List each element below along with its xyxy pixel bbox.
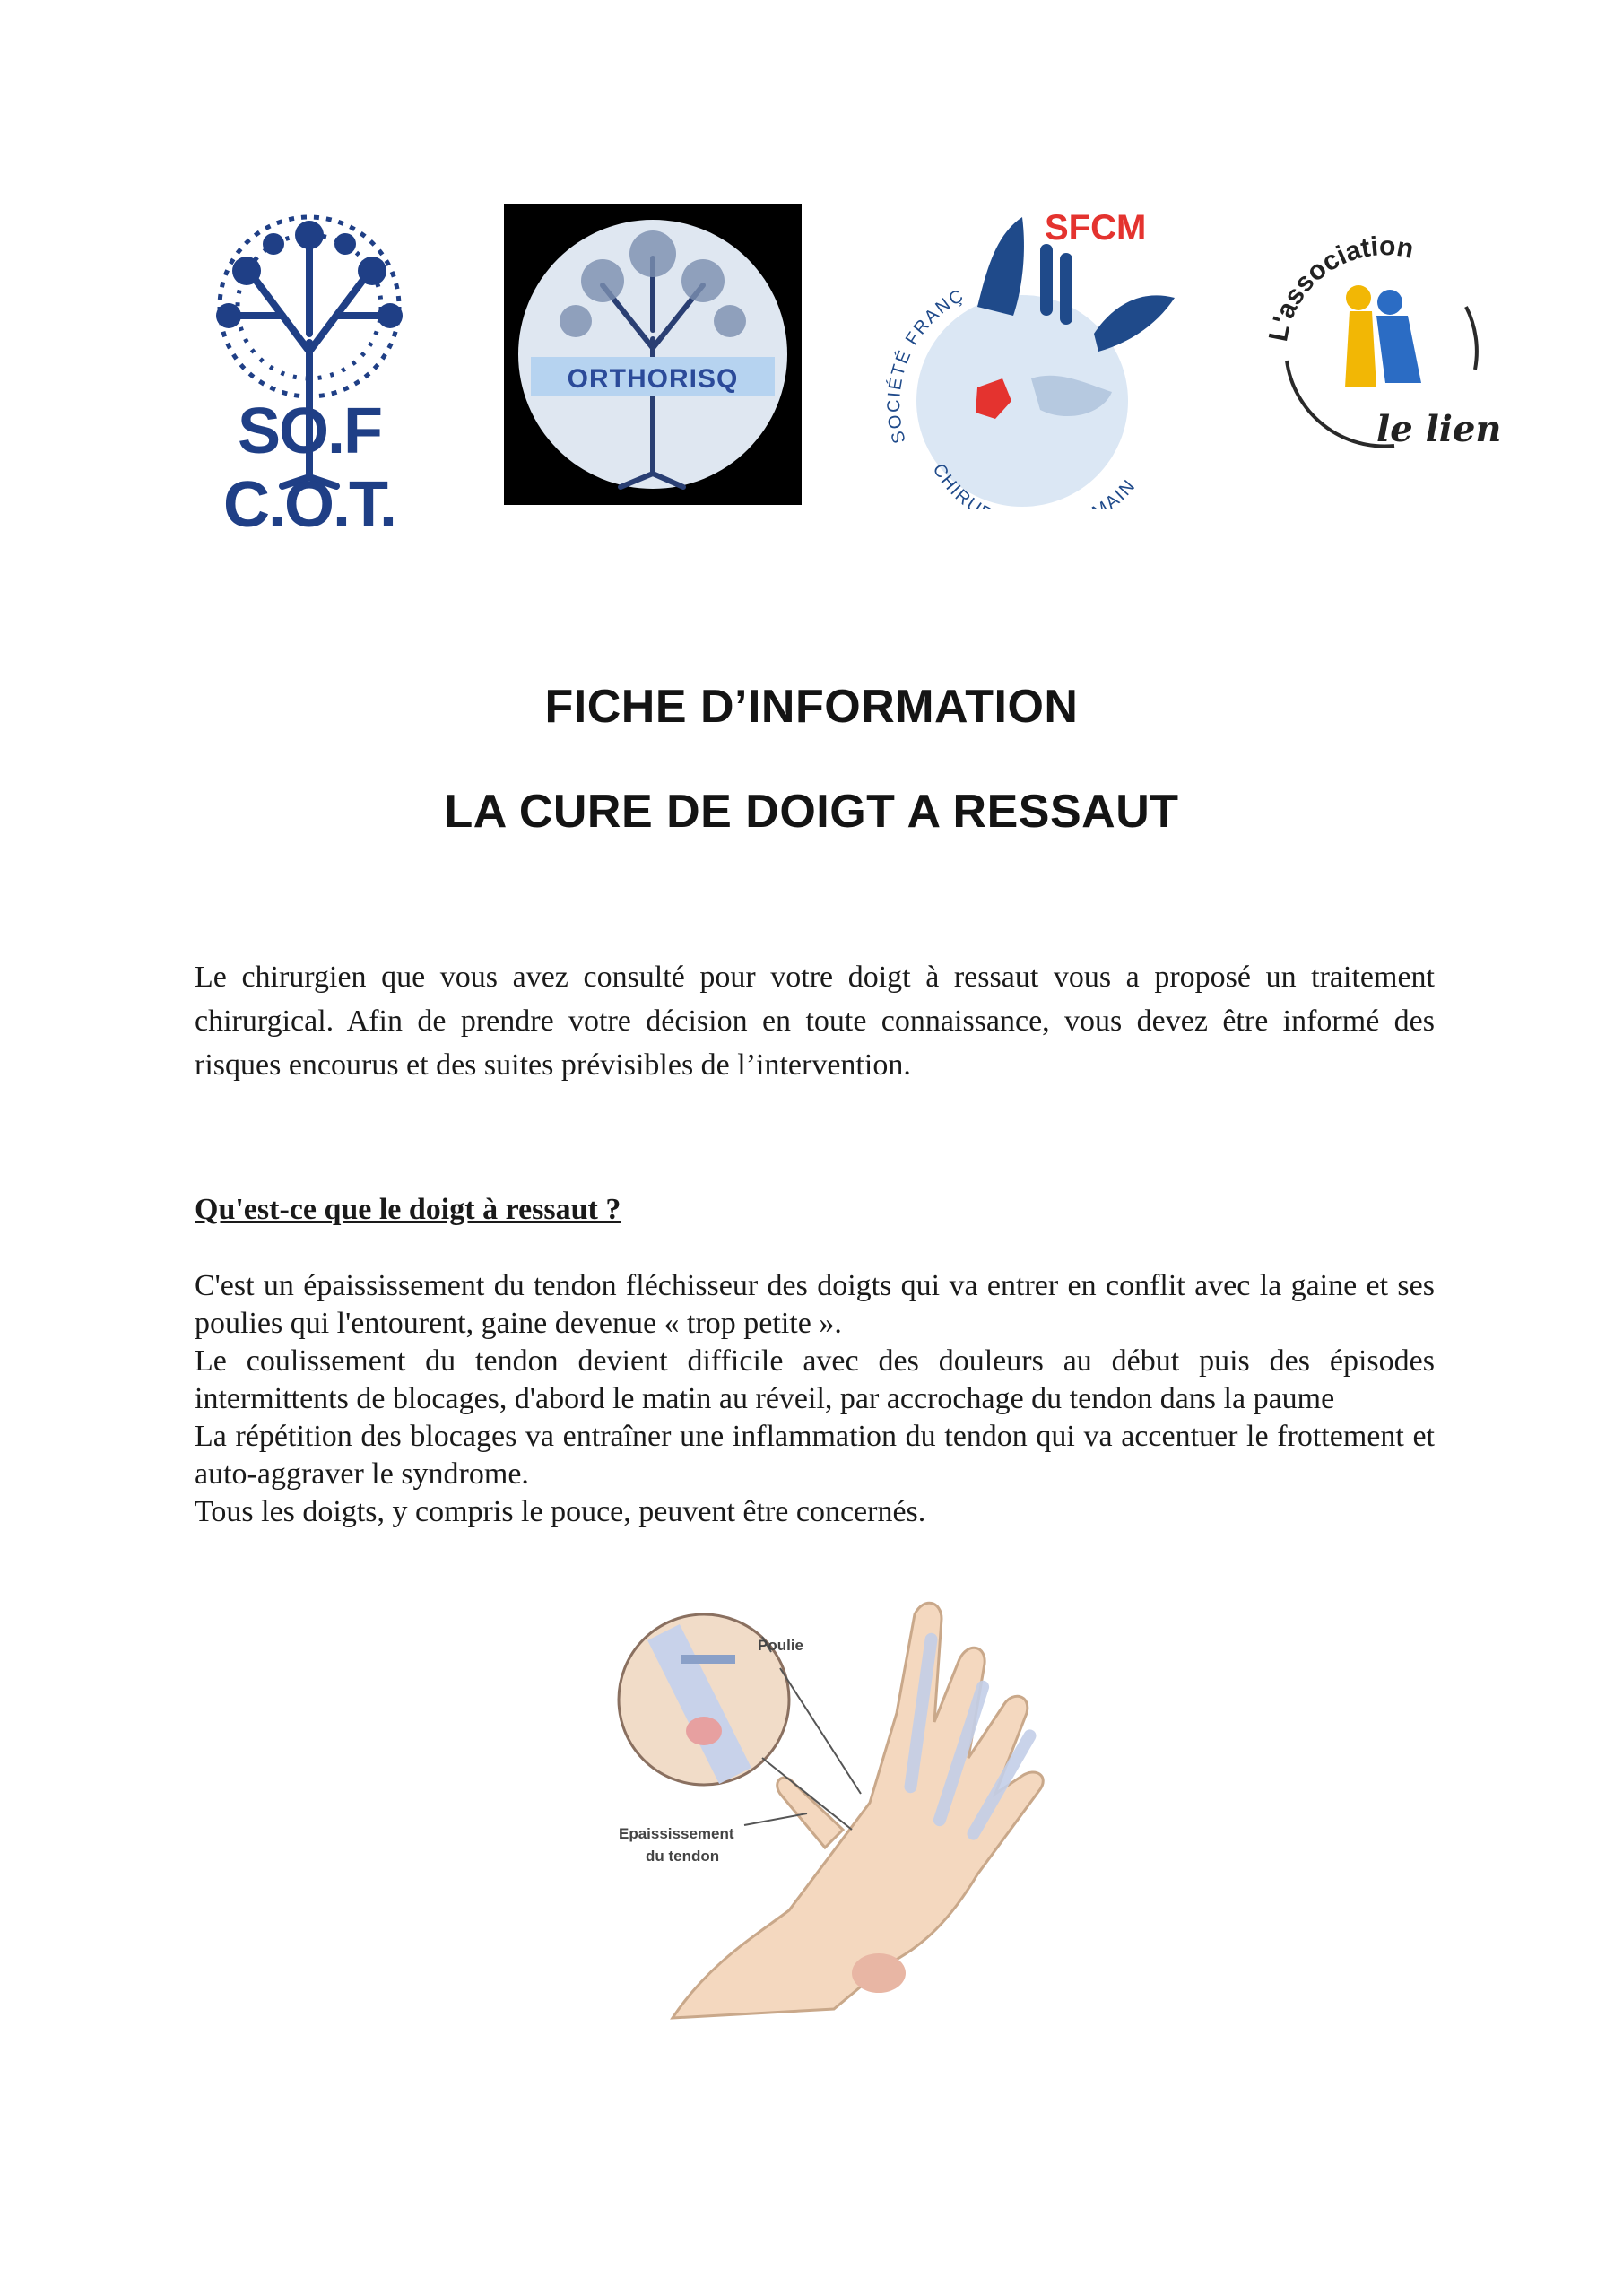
association-le-lien-logo (1260, 226, 1502, 468)
orthorisq-text: ORTHORISQ (567, 364, 739, 394)
section-body (195, 1267, 1435, 1531)
section-heading: Qu'est-ce que le doigt à ressaut ? (195, 1193, 621, 1226)
orthorisq-emblem-icon (504, 204, 802, 505)
intro-paragraph: Le chirurgien que vous avez consulté pour votre doigt à ressaut vous a proposé un traitement chirurgical. Afin de prendre votre décision en toute connaissance, vous devez être informé des risques encourus et des suites prévisibles de l’intervention. (195, 961, 1435, 1082)
label-poulie: Poulie (758, 1637, 804, 1654)
section-line: La répétition des blocages va entraîner une inflammation du tendon qui va accentuer le frottement et auto-aggraver le syndrome. (195, 1420, 1435, 1491)
sfcm-acronym: SFCM (1045, 208, 1147, 248)
sofcot-text: SO.F C.O.T. (222, 396, 395, 541)
page-title-line-2: LA CURE DE DOIGT A RESSAUT (444, 786, 1179, 838)
people-icon (1345, 285, 1421, 387)
magnified-detail-icon (619, 1614, 861, 1830)
sfcm-logo (843, 199, 1193, 509)
label-du-tendon: du tendon (646, 1848, 720, 1865)
section-line: Le coulissement du tendon devient difficile avec des douleurs au début puis des épisodes intermittents de blocages, d'abord le matin au réveil, par accrochage du tendon dans la paume (195, 1344, 1435, 1415)
hand-illustration (601, 1578, 1085, 2045)
sofcot-logo (148, 208, 471, 541)
page-title-line-1: FICHE D’INFORMATION (544, 681, 1079, 733)
section-line: Tous les doigts, y compris le pouce, peuvent être concernés. (195, 1495, 926, 1528)
sfcm-ring-bottom-text: CHIRU AIN (928, 460, 1141, 509)
section-line: C'est un épaississement du tendon fléchisseur des doigts qui va entrer en conflit avec la gaine et ses poulies qui l'entourent, gaine devenue « trop petite ». (195, 1269, 1435, 1340)
label-epaississement: Epaississement (619, 1825, 734, 1842)
sfcm-ring-top-text: SOCIÉTÉ FRANÇ (884, 285, 968, 446)
orthorisq-logo (504, 204, 802, 505)
lien-top-text: L'association (1263, 231, 1417, 344)
lien-bottom-text: le lien (1376, 408, 1502, 450)
